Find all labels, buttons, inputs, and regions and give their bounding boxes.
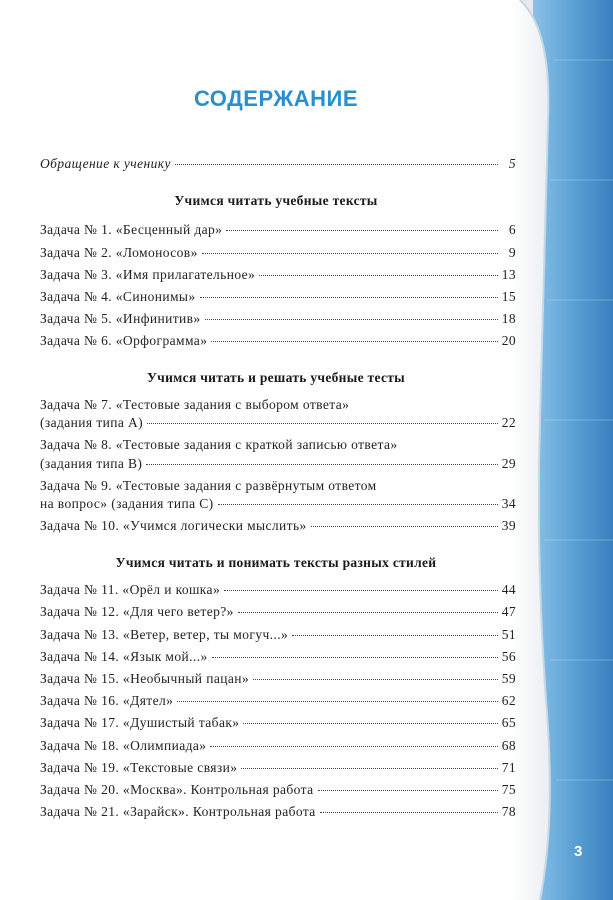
section-heading: Учимся читать учебные тексты <box>174 193 378 208</box>
dot-leader <box>147 423 498 424</box>
toc-entry[interactable] <box>40 649 516 665</box>
toc-entry[interactable] <box>40 804 516 820</box>
toc-page-number: 15 <box>501 289 516 304</box>
toc-entry-label: на вопрос» (задания типа С) <box>40 496 214 511</box>
toc-entry-label: Задача № 15. «Необычный пацан» <box>40 671 250 686</box>
toc-entry-intro[interactable] <box>40 156 516 172</box>
dot-leader <box>238 612 498 613</box>
toc-page-number: 78 <box>501 804 516 819</box>
toc-entry-label: Задача № 20. «Москва». Контрольная работа <box>40 782 314 797</box>
toc-entry-label: (задания типа А) <box>40 415 144 430</box>
toc-page-number: 65 <box>501 715 516 730</box>
toc-entry-label: Задача № 3. «Имя прилагательное» <box>40 267 256 282</box>
toc-entry-label: Задача № 19. «Текстовые связи» <box>40 760 238 775</box>
dot-leader <box>212 657 498 658</box>
toc-entry[interactable] <box>40 715 516 731</box>
blue-band-rules <box>544 60 613 780</box>
dot-leader <box>218 504 498 505</box>
toc-entry-label: Задача № 21. «Зарайск». Контрольная работа <box>40 804 316 819</box>
toc-entry-label: Задача № 4. «Синонимы» <box>40 289 196 304</box>
section-heading: Учимся читать и понимать тексты разных стилей <box>115 555 437 570</box>
toc-entry-label: Задача № 13. «Ветер, ветер, ты могуч...» <box>40 627 289 642</box>
toc-page-number: 22 <box>501 415 516 430</box>
toc-page-number: 75 <box>501 782 516 797</box>
toc-page-number: 29 <box>501 456 516 471</box>
dot-leader <box>210 746 497 747</box>
toc-entry-first-line: Задача № 7. «Тестовые задания с выбором ответа» <box>40 397 350 412</box>
toc-page-number: 6 <box>508 222 516 237</box>
toc-entry[interactable] <box>40 604 516 620</box>
toc-entry[interactable] <box>40 333 516 349</box>
toc-entry-label: Задача № 17. «Душистый табак» <box>40 715 240 730</box>
toc-entry-label: Задача № 12. «Для чего ветер?» <box>40 604 234 619</box>
toc-entry-label: Задача № 18. «Олимпиада» <box>40 738 207 753</box>
toc-entry-label: Задача № 5. «Инфинитив» <box>40 311 201 326</box>
toc-page-number: 13 <box>501 267 516 282</box>
dot-leader <box>146 464 497 465</box>
toc-entry[interactable] <box>40 496 516 512</box>
toc-entry[interactable] <box>40 222 516 238</box>
toc-entry-label: Задача № 2. «Ломоносов» <box>40 245 198 260</box>
toc-page-number: 68 <box>501 738 516 753</box>
toc-page-number: 9 <box>508 245 516 260</box>
dot-leader <box>311 526 498 527</box>
toc-entry[interactable] <box>40 671 516 687</box>
dot-leader <box>241 768 497 769</box>
toc-entry[interactable] <box>40 456 516 472</box>
dot-leader <box>243 723 497 724</box>
dot-leader <box>200 297 498 298</box>
dot-leader <box>175 164 498 165</box>
dot-leader <box>211 341 497 342</box>
toc-entry[interactable] <box>40 518 516 534</box>
toc-entry-first-line: Задача № 8. «Тестовые задания с краткой записью ответа» <box>40 437 398 452</box>
toc-page-number: 51 <box>501 627 516 642</box>
toc-page-number: 39 <box>501 518 516 533</box>
page-number: 3 <box>574 843 583 860</box>
toc-entry[interactable] <box>40 267 516 283</box>
toc-entry[interactable] <box>40 415 516 431</box>
toc-entry[interactable] <box>40 311 516 327</box>
toc-entry-label: Задача № 6. «Орфограмма» <box>40 333 208 348</box>
dot-leader <box>226 230 498 231</box>
toc-entry[interactable] <box>40 738 516 754</box>
toc-entry[interactable] <box>40 627 516 643</box>
toc-page-number: 62 <box>501 693 516 708</box>
toc-entry[interactable] <box>40 782 516 798</box>
toc-page-number: 20 <box>501 333 516 348</box>
toc-entry[interactable] <box>40 289 516 305</box>
dot-leader <box>202 253 498 254</box>
toc-page-number: 34 <box>501 496 516 511</box>
dot-leader <box>318 790 498 791</box>
dot-leader <box>292 635 498 636</box>
dot-leader <box>205 319 498 320</box>
toc-entry-label: Задача № 14. «Язык мой...» <box>40 649 208 664</box>
toc-entry-label: (задания типа В) <box>40 456 143 471</box>
toc-entry-label: Задача № 11. «Орёл и кошка» <box>40 582 221 597</box>
dot-leader <box>259 275 497 276</box>
toc-page-number: 71 <box>501 760 516 775</box>
toc-page-number: 56 <box>501 649 516 664</box>
toc-entry[interactable] <box>40 245 516 261</box>
dot-leader <box>320 812 498 813</box>
toc-page-number: 59 <box>501 671 516 686</box>
toc-page-number: 5 <box>508 156 516 171</box>
dot-leader <box>224 590 498 591</box>
toc-entry-label: Задача № 16. «Дятел» <box>40 693 174 708</box>
dot-leader <box>253 679 498 680</box>
toc-entry[interactable] <box>40 582 516 598</box>
page-title: СОДЕРЖАНИЕ <box>193 86 359 111</box>
toc-entry-label: Задача № 10. «Учимся логически мыслить» <box>40 518 307 533</box>
toc-entry[interactable] <box>40 693 516 709</box>
toc-entry[interactable] <box>40 760 516 776</box>
toc-page-number: 44 <box>501 582 516 597</box>
toc-entry-first-line: Задача № 9. «Тестовые задания с развёрнутым ответом <box>40 478 377 493</box>
dot-leader <box>177 701 497 702</box>
toc-entry-label: Задача № 1. «Бесценный дар» <box>40 222 223 237</box>
toc-page-number: 18 <box>501 311 516 326</box>
toc-page-number: 47 <box>501 604 516 619</box>
toc-entry-label: Обращение к ученику <box>40 156 171 171</box>
section-heading: Учимся читать и решать учебные тесты <box>146 370 406 385</box>
